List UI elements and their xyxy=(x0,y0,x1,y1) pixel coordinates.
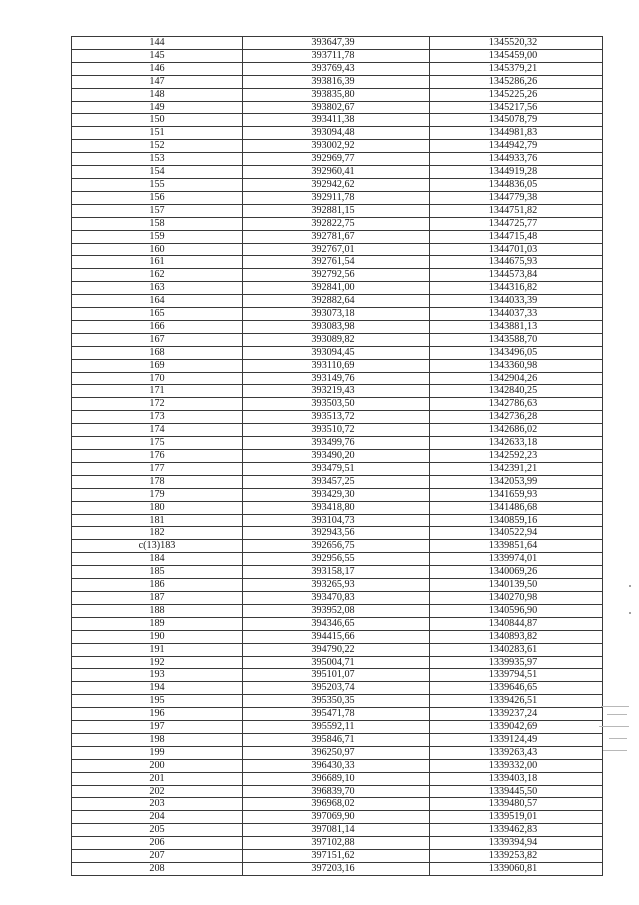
y-coordinate-cell: 1339445,50 xyxy=(430,785,603,798)
point-number-cell: 169 xyxy=(72,359,243,372)
x-coordinate-cell: 393503,50 xyxy=(243,398,430,411)
table-row xyxy=(72,540,603,553)
y-coordinate-cell: 1340596,90 xyxy=(430,604,603,617)
x-coordinate-cell: 392942,62 xyxy=(243,178,430,191)
table-row xyxy=(72,798,603,811)
y-coordinate-cell: 1342391,21 xyxy=(430,462,603,475)
y-coordinate-cell: 1345379,21 xyxy=(430,62,603,75)
x-coordinate-cell: 395203,74 xyxy=(243,682,430,695)
point-number-cell: 187 xyxy=(72,591,243,604)
x-coordinate-cell: 393457,25 xyxy=(243,475,430,488)
table-row xyxy=(72,450,603,463)
point-number-cell: 196 xyxy=(72,708,243,721)
point-number-cell: 188 xyxy=(72,604,243,617)
x-coordinate-cell: 392882,64 xyxy=(243,295,430,308)
y-coordinate-cell: 1344316,82 xyxy=(430,282,603,295)
y-coordinate-cell: 1339060,81 xyxy=(430,863,603,876)
scan-artifact-marks xyxy=(597,700,633,770)
table-row xyxy=(72,695,603,708)
y-coordinate-cell: 1339974,01 xyxy=(430,553,603,566)
point-number-cell: 199 xyxy=(72,746,243,759)
point-number-cell: 156 xyxy=(72,191,243,204)
x-coordinate-cell: 394790,22 xyxy=(243,643,430,656)
y-coordinate-cell: 1340270,98 xyxy=(430,591,603,604)
point-number-cell: 194 xyxy=(72,682,243,695)
x-coordinate-cell: 393083,98 xyxy=(243,320,430,333)
y-coordinate-cell: 1344033,39 xyxy=(430,295,603,308)
table-row xyxy=(72,746,603,759)
x-coordinate-cell: 393835,80 xyxy=(243,88,430,101)
y-coordinate-cell: 1342736,28 xyxy=(430,411,603,424)
x-coordinate-cell: 392822,75 xyxy=(243,217,430,230)
y-coordinate-cell: 1339124,49 xyxy=(430,733,603,746)
x-coordinate-cell: 393510,72 xyxy=(243,424,430,437)
x-coordinate-cell: 392781,67 xyxy=(243,230,430,243)
point-number-cell: 145 xyxy=(72,49,243,62)
x-coordinate-cell: 393429,30 xyxy=(243,488,430,501)
x-coordinate-cell: 396250,97 xyxy=(243,746,430,759)
y-coordinate-cell: 1344836,05 xyxy=(430,178,603,191)
x-coordinate-cell: 393470,83 xyxy=(243,591,430,604)
table-row xyxy=(72,604,603,617)
table-row xyxy=(72,617,603,630)
x-coordinate-cell: 392767,01 xyxy=(243,243,430,256)
y-coordinate-cell: 1339403,18 xyxy=(430,772,603,785)
point-number-cell: 207 xyxy=(72,850,243,863)
x-coordinate-cell: 395101,07 xyxy=(243,669,430,682)
table-row xyxy=(72,811,603,824)
x-coordinate-cell: 397151,62 xyxy=(243,850,430,863)
point-number-cell: 161 xyxy=(72,256,243,269)
point-number-cell: 203 xyxy=(72,798,243,811)
point-number-cell: 177 xyxy=(72,462,243,475)
table-row xyxy=(72,733,603,746)
y-coordinate-cell: 1344933,76 xyxy=(430,153,603,166)
x-coordinate-cell: 393952,08 xyxy=(243,604,430,617)
table-row xyxy=(72,62,603,75)
table-row xyxy=(72,230,603,243)
table-row xyxy=(72,243,603,256)
table-row xyxy=(72,166,603,179)
table-row xyxy=(72,837,603,850)
table-row xyxy=(72,475,603,488)
table-row xyxy=(72,411,603,424)
y-coordinate-cell: 1344701,03 xyxy=(430,243,603,256)
x-coordinate-cell: 396689,10 xyxy=(243,772,430,785)
x-coordinate-cell: 393816,39 xyxy=(243,75,430,88)
x-coordinate-cell: 393110,69 xyxy=(243,359,430,372)
x-coordinate-cell: 393513,72 xyxy=(243,411,430,424)
point-number-cell: 155 xyxy=(72,178,243,191)
x-coordinate-cell: 393490,20 xyxy=(243,450,430,463)
x-coordinate-cell: 393499,76 xyxy=(243,437,430,450)
table-row xyxy=(72,75,603,88)
y-coordinate-cell: 1344573,84 xyxy=(430,269,603,282)
y-coordinate-cell: 1341486,68 xyxy=(430,501,603,514)
y-coordinate-cell: 1340069,26 xyxy=(430,566,603,579)
y-coordinate-cell: 1339935,97 xyxy=(430,656,603,669)
y-coordinate-cell: 1339263,43 xyxy=(430,746,603,759)
point-number-cell: 192 xyxy=(72,656,243,669)
x-coordinate-cell: 397203,16 xyxy=(243,863,430,876)
x-coordinate-cell: 392656,75 xyxy=(243,540,430,553)
x-coordinate-cell: 392792,56 xyxy=(243,269,430,282)
table-row xyxy=(72,127,603,140)
point-number-cell: 198 xyxy=(72,733,243,746)
x-coordinate-cell: 393002,92 xyxy=(243,140,430,153)
point-number-cell: 168 xyxy=(72,346,243,359)
point-number-cell: 165 xyxy=(72,308,243,321)
y-coordinate-cell: 1344675,93 xyxy=(430,256,603,269)
point-number-cell: 175 xyxy=(72,437,243,450)
table-row xyxy=(72,785,603,798)
table-row xyxy=(72,88,603,101)
y-coordinate-cell: 1339394,94 xyxy=(430,837,603,850)
x-coordinate-cell: 394415,66 xyxy=(243,630,430,643)
table-row xyxy=(72,295,603,308)
point-number-cell: 176 xyxy=(72,450,243,463)
point-number-cell: 151 xyxy=(72,127,243,140)
point-number-cell: 157 xyxy=(72,204,243,217)
y-coordinate-cell: 1339253,82 xyxy=(430,850,603,863)
table-row xyxy=(72,462,603,475)
coordinates-table-body xyxy=(72,37,603,876)
x-coordinate-cell: 397069,90 xyxy=(243,811,430,824)
point-number-cell: 152 xyxy=(72,140,243,153)
table-row xyxy=(72,37,603,50)
x-coordinate-cell: 397102,88 xyxy=(243,837,430,850)
point-number-cell: 166 xyxy=(72,320,243,333)
point-number-cell: 200 xyxy=(72,759,243,772)
x-coordinate-cell: 393802,67 xyxy=(243,101,430,114)
table-row xyxy=(72,372,603,385)
x-coordinate-cell: 395846,71 xyxy=(243,733,430,746)
table-row xyxy=(72,308,603,321)
y-coordinate-cell: 1339646,65 xyxy=(430,682,603,695)
x-coordinate-cell: 395350,35 xyxy=(243,695,430,708)
table-row xyxy=(72,140,603,153)
y-coordinate-cell: 1345225,26 xyxy=(430,88,603,101)
x-coordinate-cell: 396430,33 xyxy=(243,759,430,772)
point-number-cell: 190 xyxy=(72,630,243,643)
table-row xyxy=(72,256,603,269)
y-coordinate-cell: 1340283,61 xyxy=(430,643,603,656)
table-row xyxy=(72,656,603,669)
y-coordinate-cell: 1345217,56 xyxy=(430,101,603,114)
x-coordinate-cell: 393411,38 xyxy=(243,114,430,127)
point-number-cell: 154 xyxy=(72,166,243,179)
table-row xyxy=(72,579,603,592)
point-number-cell: 159 xyxy=(72,230,243,243)
y-coordinate-cell: 1340139,50 xyxy=(430,579,603,592)
table-row xyxy=(72,566,603,579)
table-row xyxy=(72,643,603,656)
point-number-cell: 170 xyxy=(72,372,243,385)
point-number-cell: 180 xyxy=(72,501,243,514)
y-coordinate-cell: 1339851,64 xyxy=(430,540,603,553)
x-coordinate-cell: 394346,65 xyxy=(243,617,430,630)
table-row xyxy=(72,863,603,876)
table-row xyxy=(72,759,603,772)
x-coordinate-cell: 393265,93 xyxy=(243,579,430,592)
point-number-cell: 205 xyxy=(72,824,243,837)
table-row xyxy=(72,269,603,282)
table-row xyxy=(72,772,603,785)
y-coordinate-cell: 1339480,57 xyxy=(430,798,603,811)
y-coordinate-cell: 1342592,23 xyxy=(430,450,603,463)
y-coordinate-cell: 1345286,26 xyxy=(430,75,603,88)
table-row xyxy=(72,591,603,604)
point-number-cell: 150 xyxy=(72,114,243,127)
x-coordinate-cell: 393711,78 xyxy=(243,49,430,62)
y-coordinate-cell: 1339332,00 xyxy=(430,759,603,772)
table-row xyxy=(72,359,603,372)
table-row xyxy=(72,346,603,359)
y-coordinate-cell: 1339462,83 xyxy=(430,824,603,837)
table-row xyxy=(72,204,603,217)
y-coordinate-cell: 1343881,13 xyxy=(430,320,603,333)
y-coordinate-cell: 1343360,98 xyxy=(430,359,603,372)
x-coordinate-cell: 393479,51 xyxy=(243,462,430,475)
y-coordinate-cell: 1344919,28 xyxy=(430,166,603,179)
point-number-cell: 146 xyxy=(72,62,243,75)
table-row xyxy=(72,333,603,346)
point-number-cell: 204 xyxy=(72,811,243,824)
y-coordinate-cell: 1340522,94 xyxy=(430,527,603,540)
y-coordinate-cell: 1339237,24 xyxy=(430,708,603,721)
point-number-cell: 197 xyxy=(72,721,243,734)
y-coordinate-cell: 1339426,51 xyxy=(430,695,603,708)
table-row xyxy=(72,501,603,514)
table-row xyxy=(72,553,603,566)
y-coordinate-cell: 1339042,69 xyxy=(430,721,603,734)
x-coordinate-cell: 393094,45 xyxy=(243,346,430,359)
x-coordinate-cell: 395471,78 xyxy=(243,708,430,721)
y-coordinate-cell: 1345078,79 xyxy=(430,114,603,127)
point-number-cell: 153 xyxy=(72,153,243,166)
table-row xyxy=(72,630,603,643)
y-coordinate-cell: 1342904,26 xyxy=(430,372,603,385)
point-number-cell: 182 xyxy=(72,527,243,540)
y-coordinate-cell: 1344981,83 xyxy=(430,127,603,140)
x-coordinate-cell: 393219,43 xyxy=(243,385,430,398)
x-coordinate-cell: 395004,71 xyxy=(243,656,430,669)
coordinates-table xyxy=(71,36,603,876)
y-coordinate-cell: 1345459,00 xyxy=(430,49,603,62)
point-number-cell: 181 xyxy=(72,514,243,527)
y-coordinate-cell: 1344725,77 xyxy=(430,217,603,230)
table-row xyxy=(72,320,603,333)
x-coordinate-cell: 393769,43 xyxy=(243,62,430,75)
point-number-cell: 206 xyxy=(72,837,243,850)
table-row xyxy=(72,824,603,837)
x-coordinate-cell: 393073,18 xyxy=(243,308,430,321)
point-number-cell: 186 xyxy=(72,579,243,592)
point-number-cell: 193 xyxy=(72,669,243,682)
x-coordinate-cell: 396839,70 xyxy=(243,785,430,798)
y-coordinate-cell: 1339794,51 xyxy=(430,669,603,682)
y-coordinate-cell: 1342686,02 xyxy=(430,424,603,437)
x-coordinate-cell: 393104,73 xyxy=(243,514,430,527)
point-number-cell: 149 xyxy=(72,101,243,114)
x-coordinate-cell: 392911,78 xyxy=(243,191,430,204)
x-coordinate-cell: 393094,48 xyxy=(243,127,430,140)
y-coordinate-cell: 1342840,25 xyxy=(430,385,603,398)
table-row xyxy=(72,178,603,191)
point-number-cell: 144 xyxy=(72,37,243,50)
table-row xyxy=(72,101,603,114)
point-number-cell: 179 xyxy=(72,488,243,501)
point-number-cell: 201 xyxy=(72,772,243,785)
y-coordinate-cell: 1339519,01 xyxy=(430,811,603,824)
x-coordinate-cell: 392960,41 xyxy=(243,166,430,179)
y-coordinate-cell: 1344942,79 xyxy=(430,140,603,153)
table-row xyxy=(72,385,603,398)
point-number-cell: 195 xyxy=(72,695,243,708)
y-coordinate-cell: 1340893,82 xyxy=(430,630,603,643)
x-coordinate-cell: 392943,56 xyxy=(243,527,430,540)
y-coordinate-cell: 1345520,32 xyxy=(430,37,603,50)
point-number-cell: 162 xyxy=(72,269,243,282)
y-coordinate-cell: 1344037,33 xyxy=(430,308,603,321)
y-coordinate-cell: 1344715,48 xyxy=(430,230,603,243)
x-coordinate-cell: 392956,55 xyxy=(243,553,430,566)
point-number-cell: 208 xyxy=(72,863,243,876)
point-number-cell: 164 xyxy=(72,295,243,308)
table-row xyxy=(72,721,603,734)
point-number-cell: 189 xyxy=(72,617,243,630)
point-number-cell: 147 xyxy=(72,75,243,88)
point-number-cell: 173 xyxy=(72,411,243,424)
x-coordinate-cell: 392881,15 xyxy=(243,204,430,217)
x-coordinate-cell: 393149,76 xyxy=(243,372,430,385)
x-coordinate-cell: 392969,77 xyxy=(243,153,430,166)
table-row xyxy=(72,527,603,540)
point-number-cell: 174 xyxy=(72,424,243,437)
point-number-cell: c(13)183 xyxy=(72,540,243,553)
y-coordinate-cell: 1341659,93 xyxy=(430,488,603,501)
y-coordinate-cell: 1340859,16 xyxy=(430,514,603,527)
table-row xyxy=(72,437,603,450)
y-coordinate-cell: 1344779,38 xyxy=(430,191,603,204)
x-coordinate-cell: 396968,02 xyxy=(243,798,430,811)
y-coordinate-cell: 1342053,99 xyxy=(430,475,603,488)
y-coordinate-cell: 1340844,87 xyxy=(430,617,603,630)
table-row xyxy=(72,850,603,863)
y-coordinate-cell: 1342633,18 xyxy=(430,437,603,450)
scan-dot xyxy=(629,612,631,614)
point-number-cell: 172 xyxy=(72,398,243,411)
y-coordinate-cell: 1342786,63 xyxy=(430,398,603,411)
table-row xyxy=(72,708,603,721)
table-row xyxy=(72,282,603,295)
table-row xyxy=(72,488,603,501)
point-number-cell: 185 xyxy=(72,566,243,579)
x-coordinate-cell: 393647,39 xyxy=(243,37,430,50)
y-coordinate-cell: 1343588,70 xyxy=(430,333,603,346)
point-number-cell: 178 xyxy=(72,475,243,488)
table-row xyxy=(72,49,603,62)
table-row xyxy=(72,514,603,527)
scan-dot xyxy=(629,585,631,587)
table-row xyxy=(72,153,603,166)
x-coordinate-cell: 397081,14 xyxy=(243,824,430,837)
table-row xyxy=(72,114,603,127)
table-row xyxy=(72,424,603,437)
table-row xyxy=(72,682,603,695)
table-row xyxy=(72,398,603,411)
point-number-cell: 191 xyxy=(72,643,243,656)
y-coordinate-cell: 1344751,82 xyxy=(430,204,603,217)
x-coordinate-cell: 392841,00 xyxy=(243,282,430,295)
point-number-cell: 167 xyxy=(72,333,243,346)
y-coordinate-cell: 1343496,05 xyxy=(430,346,603,359)
table-row xyxy=(72,669,603,682)
point-number-cell: 160 xyxy=(72,243,243,256)
point-number-cell: 148 xyxy=(72,88,243,101)
point-number-cell: 163 xyxy=(72,282,243,295)
x-coordinate-cell: 392761,54 xyxy=(243,256,430,269)
point-number-cell: 202 xyxy=(72,785,243,798)
point-number-cell: 184 xyxy=(72,553,243,566)
x-coordinate-cell: 395592,11 xyxy=(243,721,430,734)
table-row xyxy=(72,191,603,204)
x-coordinate-cell: 393158,17 xyxy=(243,566,430,579)
table-row xyxy=(72,217,603,230)
point-number-cell: 171 xyxy=(72,385,243,398)
x-coordinate-cell: 393418,80 xyxy=(243,501,430,514)
x-coordinate-cell: 393089,82 xyxy=(243,333,430,346)
point-number-cell: 158 xyxy=(72,217,243,230)
